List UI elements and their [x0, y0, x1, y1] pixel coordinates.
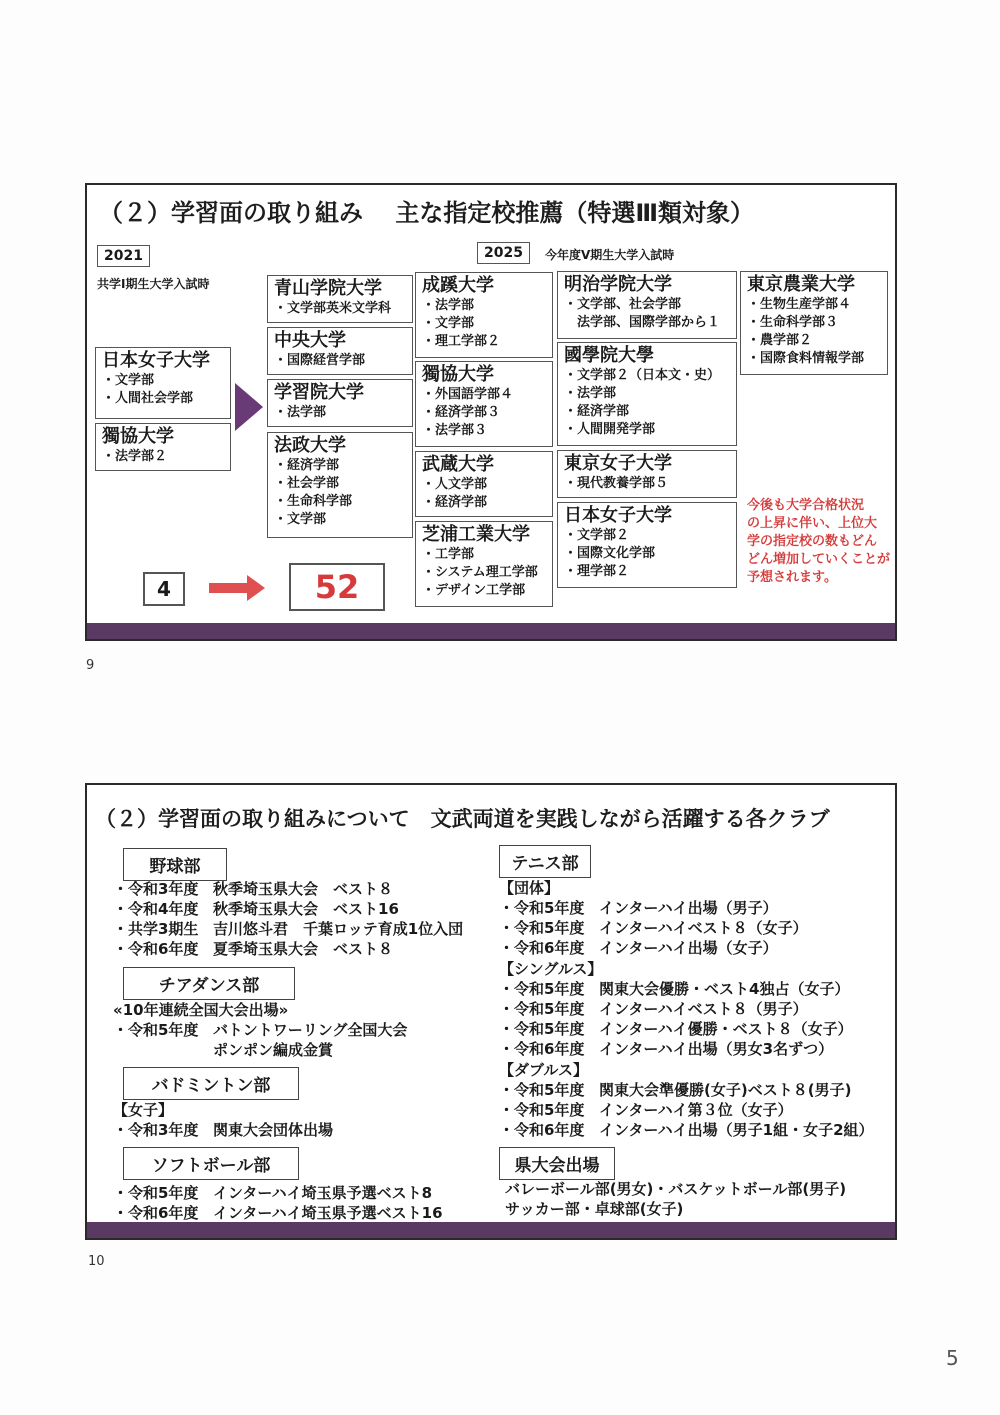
university-card [267, 379, 413, 427]
year-2025-note: 今年度Ⅴ期生大学入試時 [545, 248, 675, 262]
faculty-item: ・生命科学部３ [747, 315, 839, 330]
slide-9 [85, 183, 897, 641]
faculty-item: ・経済学部 [564, 404, 630, 419]
faculty-item: ・外国語学部４ [422, 387, 514, 402]
club-line: 【シングルス】 [499, 960, 603, 978]
club-line: ・令和5年度 インターハイ出場（男子） [499, 899, 778, 917]
faculty-item: ・理学部２ [564, 564, 630, 579]
club-line: ・令和5年度 バトントワーリング全国大会 [113, 1021, 408, 1039]
note-line: の上昇に伴い、上位大 [747, 516, 878, 531]
faculty-item: ・生命科学部 [274, 494, 353, 509]
university-name: 法政大学 [274, 435, 346, 456]
university-card [557, 450, 737, 498]
club-line: ・令和6年度 インターハイ出場（女子） [499, 939, 778, 957]
university-card [267, 432, 413, 538]
university-card [415, 521, 553, 607]
faculty-item: ・法学部 [422, 298, 475, 313]
sheet-number: 5 [946, 1346, 959, 1370]
red-arrow-icon [209, 583, 249, 593]
university-name: 青山学院大学 [274, 278, 382, 299]
university-name: 学習院大学 [274, 382, 364, 403]
university-name: 獨協大学 [422, 364, 494, 385]
university-name: 明治学院大学 [564, 274, 672, 295]
red-arrow-head-icon [247, 575, 265, 601]
university-name: 中央大学 [274, 330, 346, 351]
faculty-item: ・文学部 [102, 373, 155, 388]
faculty-item: ・デザイン工学部 [422, 583, 526, 598]
university-card [557, 342, 737, 446]
club-line: 【ダブルス】 [499, 1061, 588, 1079]
faculty-item: ・社会学部 [274, 476, 340, 491]
faculty-item: ・文学部２ [564, 528, 630, 543]
club-line: ・令和4年度 秋季埼玉県大会 ベスト16 [113, 900, 399, 918]
university-card [267, 275, 413, 323]
club-line: 【団体】 [499, 879, 560, 897]
university-card [740, 271, 888, 375]
university-card [415, 361, 553, 447]
faculty-item: ・法学部２ [102, 449, 168, 464]
note-line: 今後も大学合格状況 [747, 498, 865, 513]
faculty-item: ・国際文化学部 [564, 546, 656, 561]
club-line: ・令和5年度 インターハイベスト８（男子） [499, 1000, 808, 1018]
club-heading-prefectural: 県大会出場 [499, 1147, 615, 1180]
club-line: ・令和6年度 夏季埼玉県大会 ベスト８ [113, 940, 394, 958]
faculty-item: ・文学部 [422, 316, 475, 331]
year-2021-label: 2021 [97, 245, 150, 267]
year-2021-note: 共学Ⅰ期生大学入試時 [97, 277, 210, 291]
club-line: ・令和5年度 インターハイ優勝・ベスト８（女子） [499, 1020, 853, 1038]
faculty-item: ・文学部２（日本文・史） [564, 368, 721, 383]
slide-title: （２）学習面の取り組みについて 文武両道を実践しながら活躍する各クラブ [95, 807, 830, 831]
page-number: 10 [88, 1254, 105, 1269]
university-name: 成蹊大学 [422, 275, 494, 296]
university-name: 東京女子大学 [564, 453, 672, 474]
club-line: ・令和3年度 秋季埼玉県大会 ベスト８ [113, 880, 394, 898]
university-name: 獨協大学 [102, 426, 174, 447]
faculty-item: ・経済学部 [274, 458, 340, 473]
faculty-item: ・法学部３ [422, 423, 488, 438]
club-line: ・令和5年度 インターハイ埼玉県予選ベスト8 [113, 1184, 433, 1202]
faculty-item: ・人文学部 [422, 477, 488, 492]
club-heading-tennis: テニス部 [499, 845, 591, 878]
slide-10 [85, 783, 897, 1240]
note-line: どん増加していくことが [747, 552, 891, 567]
faculty-item: ・生物生産学部４ [747, 297, 852, 312]
university-name: 國學院大學 [564, 345, 654, 366]
old-university-card [95, 347, 231, 419]
year-2025-label: 2025 [477, 242, 530, 264]
club-line: サッカー部・卓球部(女子) [505, 1200, 684, 1218]
university-card [415, 272, 553, 358]
club-line: ・令和5年度 関東大会優勝・ベスト4独占（女子） [499, 980, 850, 998]
footer-bar [87, 623, 895, 639]
club-heading-baseball: 野球部 [123, 848, 227, 881]
future-note [747, 497, 890, 587]
club-line: ポンポン編成金賞 [213, 1041, 334, 1059]
faculty-item: ・システム理工学部 [422, 565, 538, 580]
club-heading-badminton: バドミントン部 [123, 1067, 299, 1100]
faculty-item: ・国際食料情報学部 [747, 351, 865, 366]
club-line: ・共学3期生 吉川悠斗君 千葉ロッテ育成1位入団 [113, 920, 464, 938]
club-line: ・令和6年度 インターハイ埼玉県予選ベスト16 [113, 1204, 443, 1222]
note-line: 学の指定校の数もどん [747, 534, 878, 549]
faculty-item: ・現代教養学部５ [564, 476, 669, 491]
slide-title: （２）学習面の取り組み 主な指定校推薦（特選Ⅲ類対象） [99, 199, 755, 227]
faculty-item: ・経済学部 [422, 495, 488, 510]
footer-bar [87, 1222, 895, 1238]
faculty-item: ・文学部 [274, 512, 327, 527]
university-name: 東京農業大学 [747, 274, 855, 295]
faculty-item: ・文学部、社会学部 [564, 297, 682, 312]
university-card [415, 451, 553, 517]
faculty-item: ・人間社会学部 [102, 391, 194, 406]
club-line: バレーボール部(男女)・バスケットボール部(男子) [505, 1180, 847, 1198]
faculty-item: ・経済学部３ [422, 405, 501, 420]
university-card [267, 327, 413, 375]
university-name: 芝浦工業大学 [422, 524, 530, 545]
old-university-card [95, 423, 231, 471]
club-line: ・令和5年度 関東大会準優勝(女子)ベスト８(男子) [499, 1081, 852, 1099]
club-heading-softball: ソフトボール部 [123, 1147, 299, 1180]
university-card [557, 502, 737, 588]
faculty-item: ・理工学部２ [422, 334, 501, 349]
university-name: 日本女子大学 [102, 350, 210, 371]
club-line: «10年連続全国大会出場» [113, 1001, 289, 1019]
club-line: ・令和5年度 インターハイベスト８（女子） [499, 919, 808, 937]
faculty-item: ・人間開発学部 [564, 422, 656, 437]
purple-arrow-icon [235, 383, 263, 431]
count-to-box: 52 [289, 563, 385, 611]
faculty-item: ・文学部英米文学科 [274, 301, 392, 316]
page-number: 9 [86, 658, 95, 673]
club-line: ・令和3年度 関東大会団体出場 [113, 1121, 334, 1139]
faculty-item: 法学部、国際学部から１ [564, 315, 721, 330]
university-name: 武蔵大学 [422, 454, 494, 475]
club-line: 【女子】 [113, 1101, 174, 1119]
faculty-item: ・農学部２ [747, 333, 813, 348]
faculty-item: ・法学部 [564, 386, 617, 401]
club-heading-cheerdance: チアダンス部 [123, 967, 295, 1000]
club-line: ・令和6年度 インターハイ出場（男子1組・女子2組） [499, 1121, 874, 1139]
note-line: 予想されます。 [747, 570, 837, 585]
faculty-item: ・法学部 [274, 405, 327, 420]
university-name: 日本女子大学 [564, 505, 672, 526]
count-from-box: 4 [143, 572, 185, 606]
club-line: ・令和6年度 インターハイ出場（男女3名ずつ） [499, 1040, 834, 1058]
faculty-item: ・国際経営学部 [274, 353, 366, 368]
faculty-item: ・工学部 [422, 547, 475, 562]
university-card [557, 271, 737, 339]
club-line: ・令和5年度 インターハイ第３位（女子） [499, 1101, 793, 1119]
